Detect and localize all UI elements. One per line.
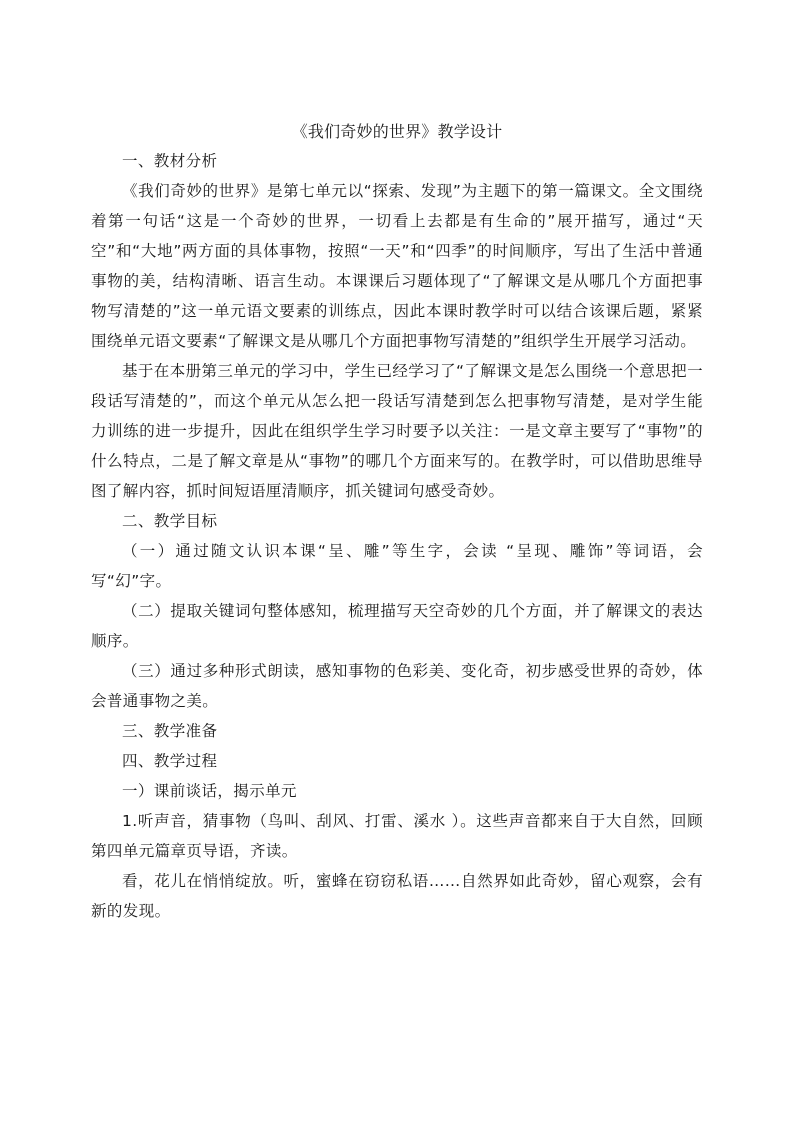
section-heading-objectives: 二、教学目标 bbox=[122, 512, 218, 530]
section-heading-analysis: 一、教材分析 bbox=[122, 152, 218, 170]
paragraph-analysis-1: 《我们奇妙的世界》是第七单元以“探索、发现”为主题下的第一篇课文。全文围绕着第一句话“这是一个奇妙的世界，一切看上去都是有生命的”展开描写，通过“天空”和“大地”两方面的具体事物，按照“一天”和“四季”的时间顺序，写出了生活中普通事物的美，结构清晰、语言生动。本课课后习题体现了“了解课文是从哪几个方面把事物写清楚的”这一单元语文要素的训练点，因此本课时教学时可以结合该课后题，紧紧围绕单元语文要素“了解课文是从哪几个方面把事物写清楚的”组织学生开展学习活动。 bbox=[91, 182, 703, 350]
section-heading-preparation: 三、教学准备 bbox=[122, 722, 218, 740]
paragraph-process-1: 一）课前谈话，揭示单元 bbox=[122, 782, 297, 800]
paragraph-objective-1: （一）通过随文认识本课“呈、雕”等生字，会读 “呈现、雕饰”等词语，会写“幻”字。 bbox=[91, 542, 703, 590]
paragraph-process-3: 看，花儿在悄悄绽放。听，蜜蜂在窃窃私语……自然界如此奇妙，留心观察，会有新的发现。 bbox=[91, 872, 703, 920]
paragraph-objective-2: （二）提取关键词句整体感知，梳理描写天空奇妙的几个方面，并了解课文的表达顺序。 bbox=[91, 602, 703, 650]
paragraph-objective-3: （三）通过多种形式朗读，感知事物的色彩美、变化奇，初步感受世界的奇妙，体会普通事物之美。 bbox=[91, 662, 703, 710]
paragraph-analysis-2: 基于在本册第三单元的学习中，学生已经学习了“了解课文是怎么围绕一个意思把一段话写清楚的”，而这个单元从怎么把一段话写清楚到怎么把事物写清楚，是对学生能力训练的进一步提升，因此在组织学生学习时要予以关注：一是文章主要写了“事物”的什么特点，二是了解文章是从“事物”的哪几个方面来写的。在教学时，可以借助思维导图了解内容，抓时间短语厘清顺序，抓关键词句感受奇妙。 bbox=[91, 362, 703, 500]
section-heading-process: 四、教学过程 bbox=[122, 752, 218, 770]
document-body bbox=[91, 118, 703, 926]
paragraph-process-2: 1.听声音，猜事物（鸟叫、刮风、打雷、溪水 ）。这些声音都来自于大自然，回顾第四单元篇章页导语，齐读。 bbox=[91, 812, 703, 860]
document-title: 《我们奇妙的世界》教学设计 bbox=[291, 122, 503, 141]
